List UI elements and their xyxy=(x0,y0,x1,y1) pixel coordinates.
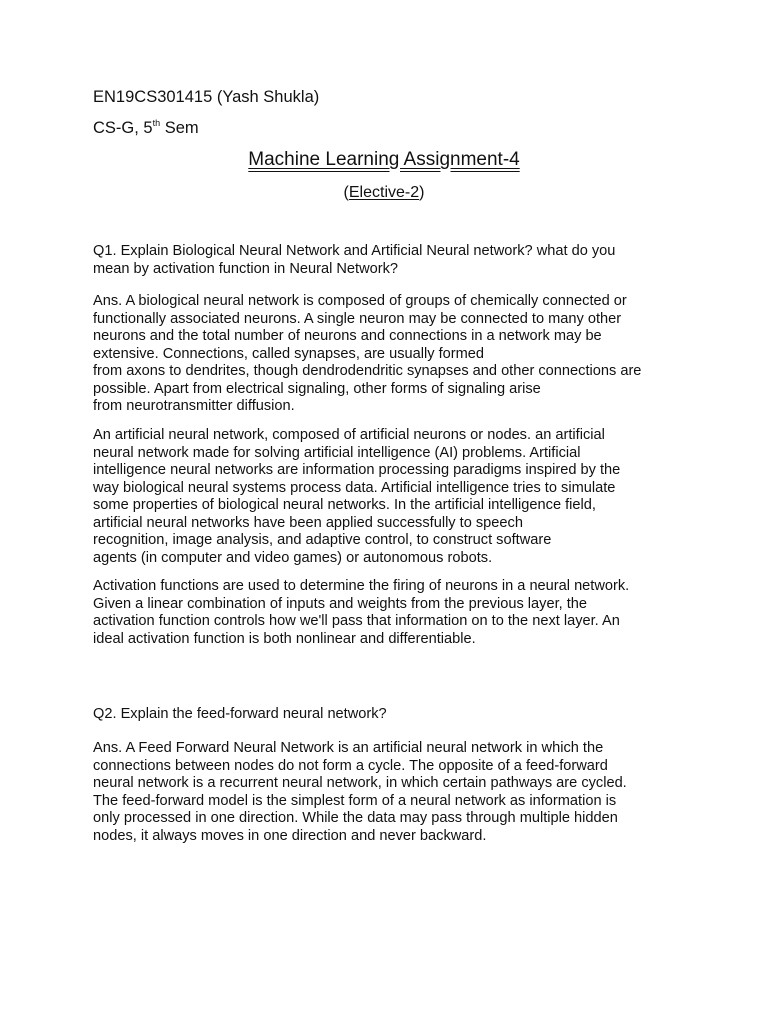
subtitle-close-paren: ) xyxy=(419,184,425,201)
q1-answer-line: activation function controls how we'll pass that information on to the next layer. An xyxy=(93,613,620,629)
q1-answer-line: ideal activation function is both nonlinear and differentiable. xyxy=(93,630,476,647)
q2-answer-line: only processed in one direction. While the data may pass through multiple hidden xyxy=(93,810,618,826)
q1-answer-line: Given a linear combination of inputs and weights from the previous layer, the xyxy=(93,595,588,612)
q1-answer-line: Activation functions are used to determine the firing of neurons in a neural network. xyxy=(93,578,630,594)
class-suffix: Sem xyxy=(160,119,199,137)
q1-answer-line: intelligence neural networks are information processing paradigms inspired by the xyxy=(93,462,621,478)
page-subtitle xyxy=(0,183,768,203)
student-line: EN19CS301415 (Yash Shukla) xyxy=(93,88,320,106)
q1-question xyxy=(93,243,693,278)
q1-answer-line: from neurotransmitter diffusion. xyxy=(93,398,295,414)
page-title-text: Machine Learning Assignment-4 xyxy=(248,149,520,170)
q1-answer-line: Ans. A biological neural network is composed of groups of chemically connected or xyxy=(93,293,627,309)
class-superscript: th xyxy=(152,118,161,128)
q2-question-line: Q2. Explain the feed-forward neural network? xyxy=(93,706,387,722)
q1-question-line: Q1. Explain Biological Neural Network and Artificial Neural network? what do you xyxy=(93,243,616,259)
q1-answer-line: recognition, image analysis, and adaptive control, to construct software xyxy=(93,532,552,548)
q2-answer-paragraph-1 xyxy=(93,740,693,845)
q1-answer-line: An artificial neural network, composed of artificial neurons or nodes. an artificial xyxy=(93,427,605,443)
q2-answer-line: connections between nodes do not form a cycle. The opposite of a feed-forward xyxy=(93,757,608,774)
q1-answer-line: possible. Apart from electrical signaling, other forms of signaling arise xyxy=(93,380,541,397)
page-title xyxy=(0,149,768,171)
q1-answer-line: neurons and the total number of neurons and connections in a network may be xyxy=(93,328,602,344)
q1-answer-line: artificial neural networks have been applied successfully to speech xyxy=(93,514,523,531)
q1-answer-paragraph-3 xyxy=(93,578,693,648)
class-prefix: CS-G, 5 xyxy=(93,119,153,137)
q2-answer-line: nodes, it always moves in one direction and never backward. xyxy=(93,827,487,844)
q1-answer-line: agents (in computer and video games) or autonomous robots. xyxy=(93,549,493,566)
q1-answer-paragraph-1 xyxy=(93,293,693,416)
q1-answer-line: extensive. Connections, called synapses, are usually formed xyxy=(93,345,484,362)
subtitle-open-paren: ( xyxy=(343,184,349,201)
class-line xyxy=(93,119,199,137)
q1-answer-paragraph-2 xyxy=(93,427,693,567)
q1-answer-line: neural network made for solving artificial intelligence (AI) problems. Artificial xyxy=(93,444,581,461)
q2-answer-line: The feed-forward model is the simplest form of a neural network as information is xyxy=(93,792,617,809)
subtitle-text: Elective-2 xyxy=(348,184,420,201)
q2-answer-line: Ans. A Feed Forward Neural Network is an artificial neural network in which the xyxy=(93,740,604,756)
q2-question xyxy=(93,706,693,724)
q1-answer-line: some properties of biological neural networks. In the artificial intelligence field, xyxy=(93,497,596,513)
q1-answer-line: way biological neural systems process data. Artificial intelligence tries to simulate xyxy=(93,479,616,496)
q2-answer-line: neural network is a recurrent neural network, in which certain pathways are cycled. xyxy=(93,775,627,791)
q1-answer-line: functionally associated neurons. A single neuron may be connected to many other xyxy=(93,310,622,327)
q1-answer-line: from axons to dendrites, though dendrodendritic synapses and other connections are xyxy=(93,363,642,379)
q1-question-line: mean by activation function in Neural Network? xyxy=(93,260,399,277)
